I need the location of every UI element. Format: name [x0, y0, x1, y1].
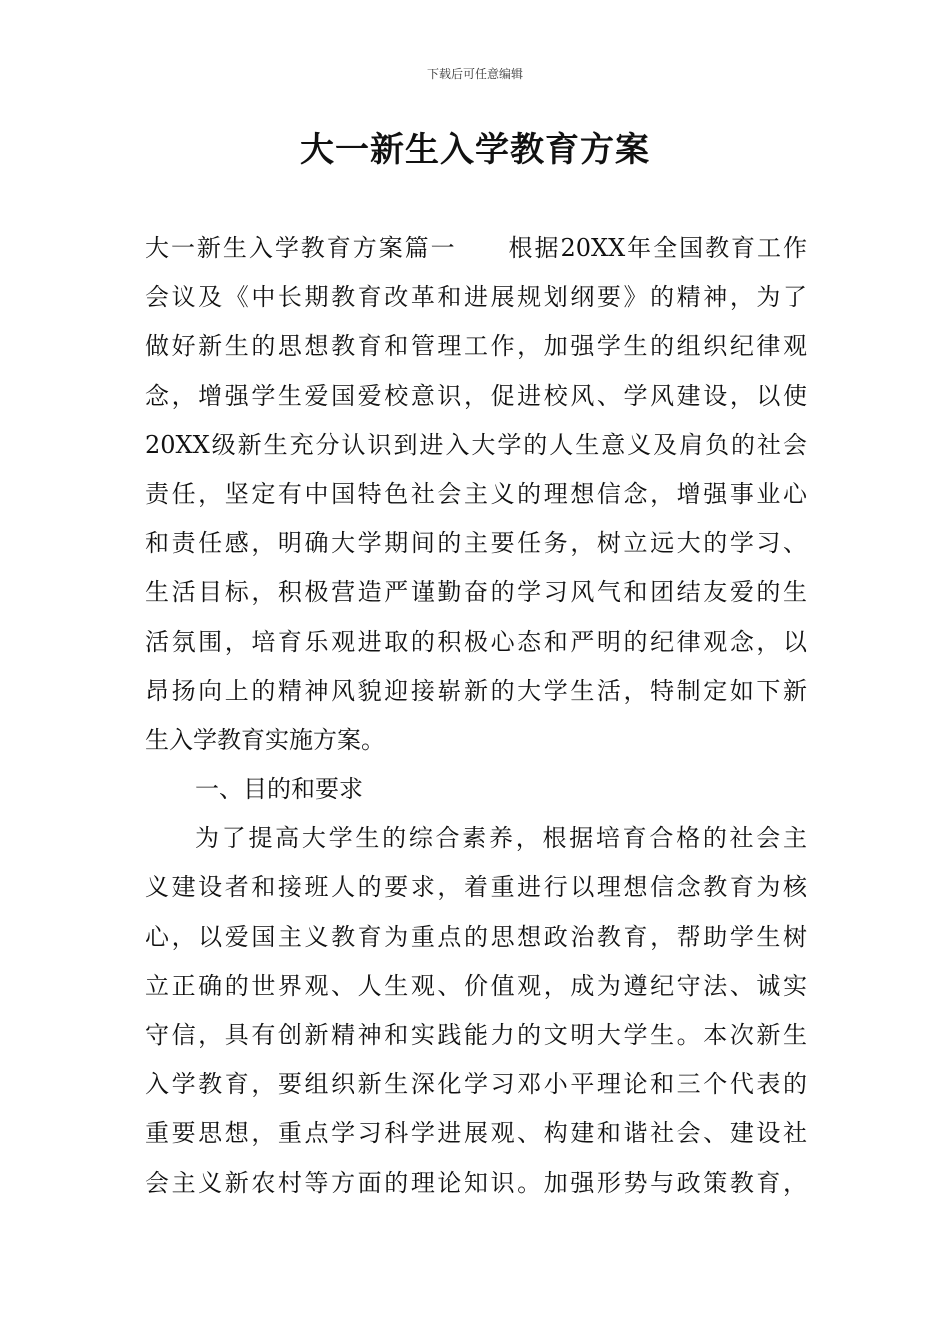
document-title: 大一新生入学教育方案 [300, 130, 650, 170]
body-line: 20XX级新生充分认识到进入大学的人生意义及肩负的社会 [145, 430, 807, 459]
document-body [145, 224, 807, 1208]
body-line: 生入学教育实施方案。 [145, 725, 385, 754]
body-line: 和责任感，明确大学期间的主要任务，树立远大的学习、 [145, 529, 807, 558]
body-line: 心，以爱国主义教育为重点的思想政治教育，帮助学生树 [145, 922, 807, 951]
body-line: 责任，坚定有中国特色社会主义的理想信念，增强事业心 [145, 479, 807, 508]
body-line: 为了提高大学生的综合素养，根据培育合格的社会主 [195, 824, 807, 853]
body-line: 做好新生的思想教育和管理工作，加强学生的组织纪律观 [145, 332, 807, 361]
body-line: 昂扬向上的精神风貌迎接崭新的大学生活，特制定如下新 [145, 676, 807, 705]
body-line: 大一新生入学教育方案篇一 根据20XX年全国教育工作 [145, 234, 807, 262]
header-note: 下载后可任意编辑 [426, 67, 523, 81]
body-line: 重要思想，重点学习科学进展观、构建和谐社会、建设社 [145, 1119, 807, 1148]
body-line: 念，增强学生爱国爱校意识，促进校风、学风建设，以使 [145, 381, 807, 410]
body-line: 会主义新农村等方面的理论知识。加强形势与政策教育， [145, 1168, 807, 1197]
body-line: 会议及《中长期教育改革和进展规划纲要》的精神，为了 [145, 283, 807, 312]
body-line: 守信，具有创新精神和实践能力的文明大学生。本次新生 [145, 1021, 807, 1049]
body-line: 入学教育，要组织新生深化学习邓小平理论和三个代表的 [145, 1070, 807, 1099]
body-line: 活氛围，培育乐观进取的积极心态和严明的纪律观念，以 [145, 627, 807, 656]
body-line: 义建设者和接班人的要求，着重进行以理想信念教育为核 [145, 873, 807, 902]
body-line: 立正确的世界观、人生观、价值观，成为遵纪守法、诚实 [145, 971, 807, 1000]
section-heading: 一、目的和要求 [195, 775, 363, 804]
body-line: 生活目标，积极营造严谨勤奋的学习风气和团结友爱的生 [145, 578, 807, 607]
